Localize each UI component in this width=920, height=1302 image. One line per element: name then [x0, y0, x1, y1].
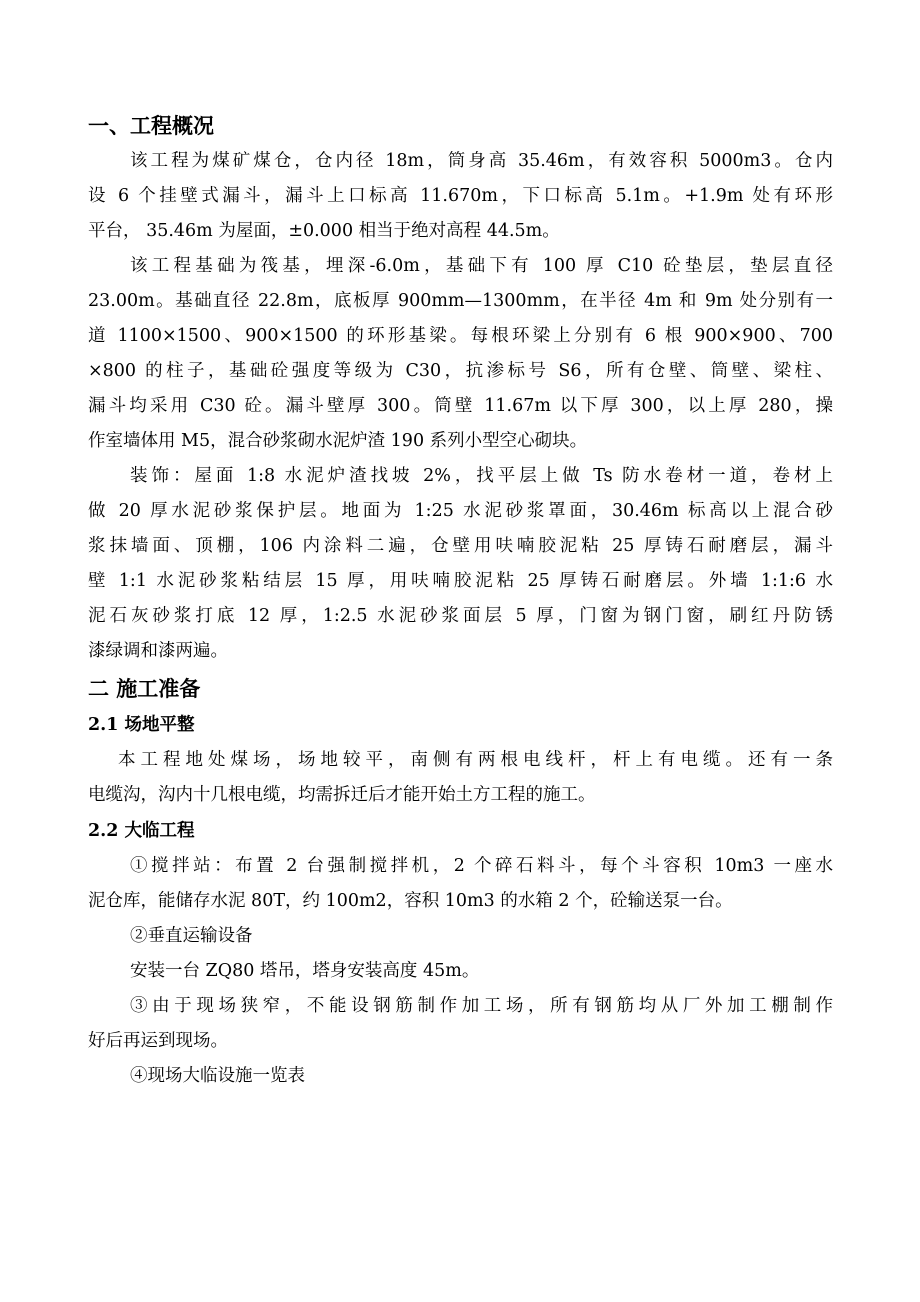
text-line: 设 6 个挂壁式漏斗，漏斗上口标高 11.670m，下口标高 5.1m。+1.9m 处有环形 — [88, 186, 833, 206]
text-line: 安装一台 ZQ80 塔吊，塔身安装高度 45m。 — [130, 961, 480, 981]
text-line: ×800 的柱子，基础砼强度等级为 C30，抗渗标号 S6，所有仓壁、筒壁、梁柱、 — [88, 361, 833, 381]
text-line: 漏斗均采用 C30 砼。漏斗壁厚 300。筒壁 11.67m 以下厚 300，以上厚 280，操 — [88, 396, 833, 416]
text-line: 该工程为煤矿煤仓，仓内径 18m，筒身高 35.46m，有效容积 5000m3。仓内 — [130, 151, 833, 171]
text-line: 做 20 厚水泥砂浆保护层。地面为 1:25 水泥砂浆罩面，30.46m 标高以上混合砂 — [88, 501, 833, 521]
text-line: 好后再运到现场。 — [88, 1031, 228, 1051]
text-line: 壁 1:1 水泥砂浆粘结层 15 厚，用呋喃胶泥粘 25 厚铸石耐磨层。外墙 1:1:6 水 — [88, 571, 833, 591]
paragraph-overview-1 — [88, 144, 833, 249]
section-2-heading: 二 施工准备 — [88, 677, 201, 701]
text-line: ③由于现场狭窄，不能设钢筋制作加工场，所有钢筋均从厂外加工棚制作 — [130, 996, 833, 1016]
text-line: 电缆沟，沟内十几根电缆，均需拆迁后才能开始土方工程的施工。 — [88, 785, 596, 805]
text-line: ②垂直运输设备 — [130, 926, 253, 946]
document-body — [88, 108, 833, 1094]
text-line: 23.00m。基础直径 22.8m，底板厚 900mm—1300mm，在半径 4m 和 9m 处分别有一 — [88, 291, 833, 311]
text-line: 该工程基础为筏基，埋深-6.0m，基础下有 100 厚 C10 砼垫层，垫层直径 — [130, 256, 833, 276]
section-1-heading: 一、工程概况 — [88, 114, 214, 138]
paragraph-tower-crane — [88, 954, 833, 989]
text-line: 浆抹墙面、顶棚，106 内涂料二遍，仓壁用呋喃胶泥粘 25 厚铸石耐磨层，漏斗 — [88, 536, 833, 556]
paragraph-mixing-station — [88, 849, 833, 919]
text-line: 泥石灰砂浆打底 12 厚，1:2.5 水泥砂浆面层 5 厚，门窗为钢门窗，刷红丹防锈 — [88, 606, 833, 626]
text-line: 本工程地处煤场，场地较平，南侧有两根电线杆，杆上有电缆。还有一条 — [118, 750, 833, 770]
paragraph-vertical-transport — [88, 919, 833, 954]
subsection-2-2-heading: 2.2 大临工程 — [88, 821, 195, 841]
paragraph-decoration — [88, 459, 833, 669]
text-line: 泥仓库，能储存水泥 80T，约 100m2，容积 10m3 的水箱 2 个，砼输送泵一台。 — [88, 891, 733, 911]
text-line: 平台， 35.46m 为屋面，±0.000 相当于绝对高程 44.5m。 — [88, 221, 560, 241]
text-line: 作室墙体用 M5，混合砂浆砌水泥炉渣 190 系列小型空心砌块。 — [88, 431, 588, 451]
text-line: 道 1100×1500、900×1500 的环形基梁。每根环梁上分别有 6 根 900×900、700 — [88, 326, 833, 346]
text-line: 漆绿调和漆两遍。 — [88, 641, 228, 661]
paragraph-facility-list — [88, 1059, 833, 1094]
paragraph-rebar — [88, 989, 833, 1059]
paragraph-overview-2 — [88, 249, 833, 459]
text-line: ①搅拌站：布置 2 台强制搅拌机，2 个碎石料斗，每个斗容积 10m3 一座水 — [130, 856, 833, 876]
text-line: 装饰：屋面 1:8 水泥炉渣找坡 2%，找平层上做 Ts 防水卷材一道，卷材上 — [130, 466, 833, 486]
text-line: ④现场大临设施一览表 — [130, 1066, 305, 1086]
subsection-2-1-heading: 2.1 场地平整 — [88, 715, 195, 735]
paragraph-site-leveling — [88, 743, 833, 813]
